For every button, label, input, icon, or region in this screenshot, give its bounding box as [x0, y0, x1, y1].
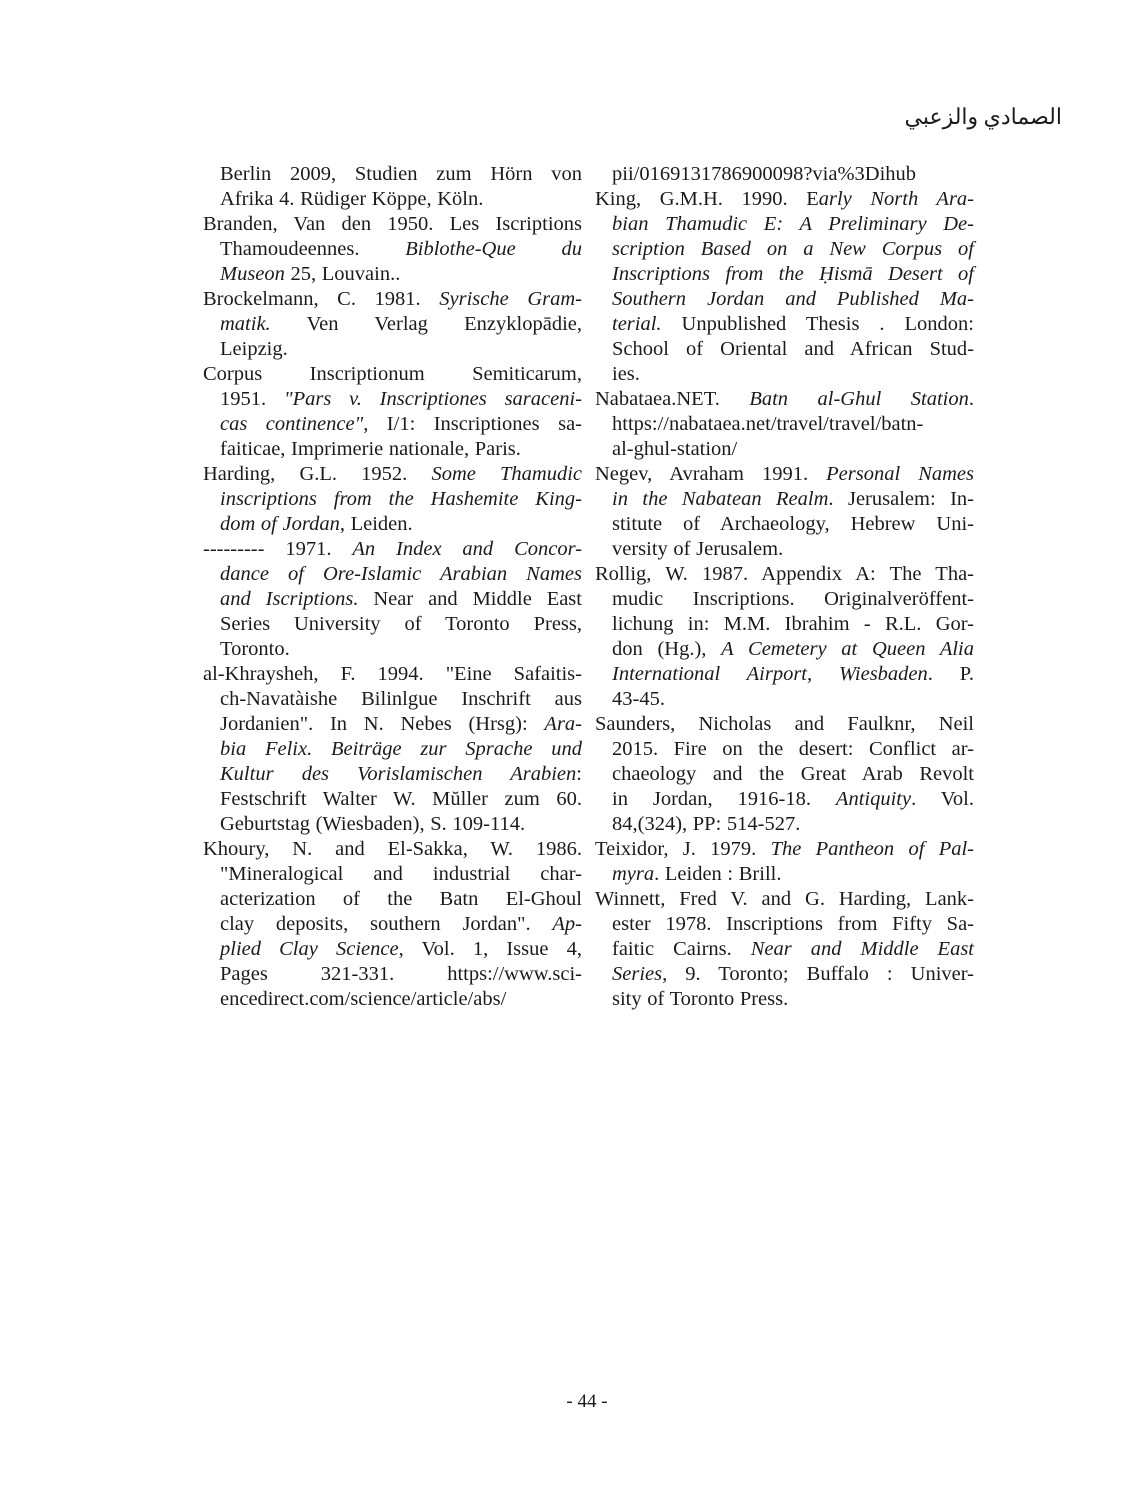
reference-line: Rollig, W. 1987. Appendix A: The Tha-	[595, 563, 974, 585]
reference-line: Berlin 2009, Studien zum Hörn von	[220, 163, 582, 185]
reference-entry	[203, 162, 582, 212]
reference-line: stitute of Archaeology, Hebrew Uni-	[612, 513, 974, 535]
reference-line: King, G.M.H. 1990. Early North Ara-	[595, 188, 975, 210]
references-column-left	[203, 162, 582, 1012]
reference-line: matik. Ven Verlag Enzyklopādie,	[220, 313, 582, 335]
page-number: - 44 -	[566, 1391, 608, 1412]
reference-line: Thamoudeennes. Biblothe-Que du	[220, 238, 582, 260]
reference-line: faiticae, Imprimerie nationale, Paris.	[220, 438, 521, 460]
reference-line: pii/0169131786900098?via%3Dihub	[612, 163, 917, 185]
reference-line: Geburtstag (Wiesbaden), S. 109-114.	[220, 813, 526, 835]
reference-entry	[203, 462, 582, 537]
reference-line: 43-45.	[612, 688, 665, 710]
reference-entry	[203, 837, 582, 1012]
reference-line: al-ghul-station/	[612, 438, 738, 460]
reference-line: versity of Jerusalem.	[612, 538, 784, 560]
reference-line: Teixidor, J. 1979. The Pantheon of Pal-	[595, 838, 974, 860]
reference-line: --------- 1971. An Index and Concor-	[203, 538, 582, 560]
reference-line: plied Clay Science, Vol. 1, Issue 4,	[220, 938, 582, 960]
reference-line: 2015. Fire on the desert: Conflict ar-	[612, 738, 974, 760]
reference-entry	[203, 537, 582, 662]
reference-line: Nabataea.NET. Batn al-Ghul Station.	[595, 388, 974, 410]
reference-line: Saunders, Nicholas and Faulknr, Neil	[595, 713, 974, 735]
reference-entry	[595, 187, 974, 387]
reference-line: scription Based on a New Corpus of	[612, 238, 974, 260]
reference-line: cas continence", I/1: Inscriptiones sa-	[220, 413, 582, 435]
reference-line: clay deposits, southern Jordan". Ap-	[220, 913, 582, 935]
reference-line: encedirect.com/science/article/abs/	[220, 988, 507, 1010]
reference-line: mudic Inscriptions. Originalveröffent-	[612, 588, 974, 610]
reference-line: in Jordan, 1916-18. Antiquity. Vol.	[612, 788, 974, 810]
reference-line: Afrika 4. Rüdiger Köppe, Köln.	[220, 188, 484, 210]
reference-line: Khoury, N. and El-Sakka, W. 1986.	[203, 838, 582, 860]
reference-line: Series University of Toronto Press,	[220, 613, 582, 635]
reference-line: 1951. "Pars v. Inscriptiones saraceni-	[220, 388, 582, 410]
reference-line: Southern Jordan and Published Ma-	[612, 288, 974, 310]
reference-line: inscriptions from the Hashemite King-	[220, 488, 582, 510]
reference-entry	[595, 887, 974, 1012]
reference-entry	[203, 287, 582, 362]
reference-entry	[595, 837, 974, 887]
reference-line: Branden, Van den 1950. Les Iscriptions	[203, 213, 582, 235]
reference-line: myra. Leiden : Brill.	[612, 863, 782, 885]
reference-line: Corpus Inscriptionum Semiticarum,	[203, 363, 582, 385]
reference-entry	[203, 662, 582, 837]
running-header-authors-arabic: الصمادي والزعبي	[904, 104, 1062, 129]
reference-line: dom of Jordan, Leiden.	[220, 513, 413, 535]
reference-line: School of Oriental and African Stud-	[612, 338, 974, 360]
reference-line: Leipzig.	[220, 338, 288, 360]
references-section	[203, 162, 974, 1012]
reference-entry	[595, 162, 974, 187]
reference-entry	[595, 387, 974, 462]
reference-line: lichung in: M.M. Ibrahim - R.L. Gor-	[612, 613, 974, 635]
reference-line: don (Hg.), A Cemetery at Queen Alia	[612, 638, 974, 660]
reference-line: dance of Ore-Islamic Arabian Names	[220, 563, 582, 585]
reference-entry	[203, 362, 582, 462]
reference-line: Negev, Avraham 1991. Personal Names	[595, 463, 974, 485]
reference-line: International Airport, Wiesbaden. P.	[612, 663, 974, 685]
reference-line: 84,(324), PP: 514-527.	[612, 813, 801, 835]
reference-line: acterization of the Batn El-Ghoul	[220, 888, 582, 910]
reference-line: Brockelmann, C. 1981. Syrische Gram-	[203, 288, 582, 310]
reference-line: Series, 9. Toronto; Buffalo : Univer-	[612, 963, 974, 985]
reference-line: terial. Unpublished Thesis . London:	[612, 313, 974, 335]
reference-line: Kultur des Vorislamischen Arabien:	[220, 763, 582, 785]
reference-line: faitic Cairns. Near and Middle East	[612, 938, 974, 960]
reference-line: Festschrift Walter W. Mŭller zum 60.	[220, 788, 582, 810]
reference-entry	[595, 712, 974, 837]
reference-line: bia Felix. Beiträge zur Sprache und	[220, 738, 582, 760]
reference-line: Winnett, Fred V. and G. Harding, Lank-	[595, 888, 974, 910]
reference-line: Museon 25, Louvain..	[220, 263, 401, 285]
reference-line: ies.	[612, 363, 640, 385]
reference-line: and Iscriptions. Near and Middle East	[220, 588, 582, 610]
reference-line: "Mineralogical and industrial char-	[220, 863, 582, 885]
reference-line: in the Nabatean Realm. Jerusalem: In-	[612, 488, 974, 510]
references-column-right	[595, 162, 974, 1012]
reference-line: Toronto.	[220, 638, 290, 660]
reference-line: ch-Navatàishe Bilinlgue Inschrift aus	[220, 688, 582, 710]
reference-entry	[595, 462, 974, 562]
reference-line: Harding, G.L. 1952. Some Thamudic	[203, 463, 582, 485]
reference-line: Pages 321-331. https://www.sci-	[220, 963, 582, 985]
reference-line: al-Khraysheh, F. 1994. "Eine Safaitis-	[203, 663, 582, 685]
reference-line: chaeology and the Great Arab Revolt	[612, 763, 974, 785]
reference-line: Inscriptions from the Ḥismā Desert of	[612, 263, 974, 285]
reference-line: sity of Toronto Press.	[612, 988, 789, 1010]
reference-line: ester 1978. Inscriptions from Fifty Sa-	[612, 913, 974, 935]
reference-line: Jordanien". In N. Nebes (Hrsg): Ara-	[220, 713, 582, 735]
reference-entry	[203, 212, 582, 287]
reference-entry	[595, 562, 974, 712]
reference-line: https://nabataea.net/travel/travel/batn-	[612, 413, 924, 435]
reference-line: bian Thamudic E: A Preliminary De-	[612, 213, 974, 235]
